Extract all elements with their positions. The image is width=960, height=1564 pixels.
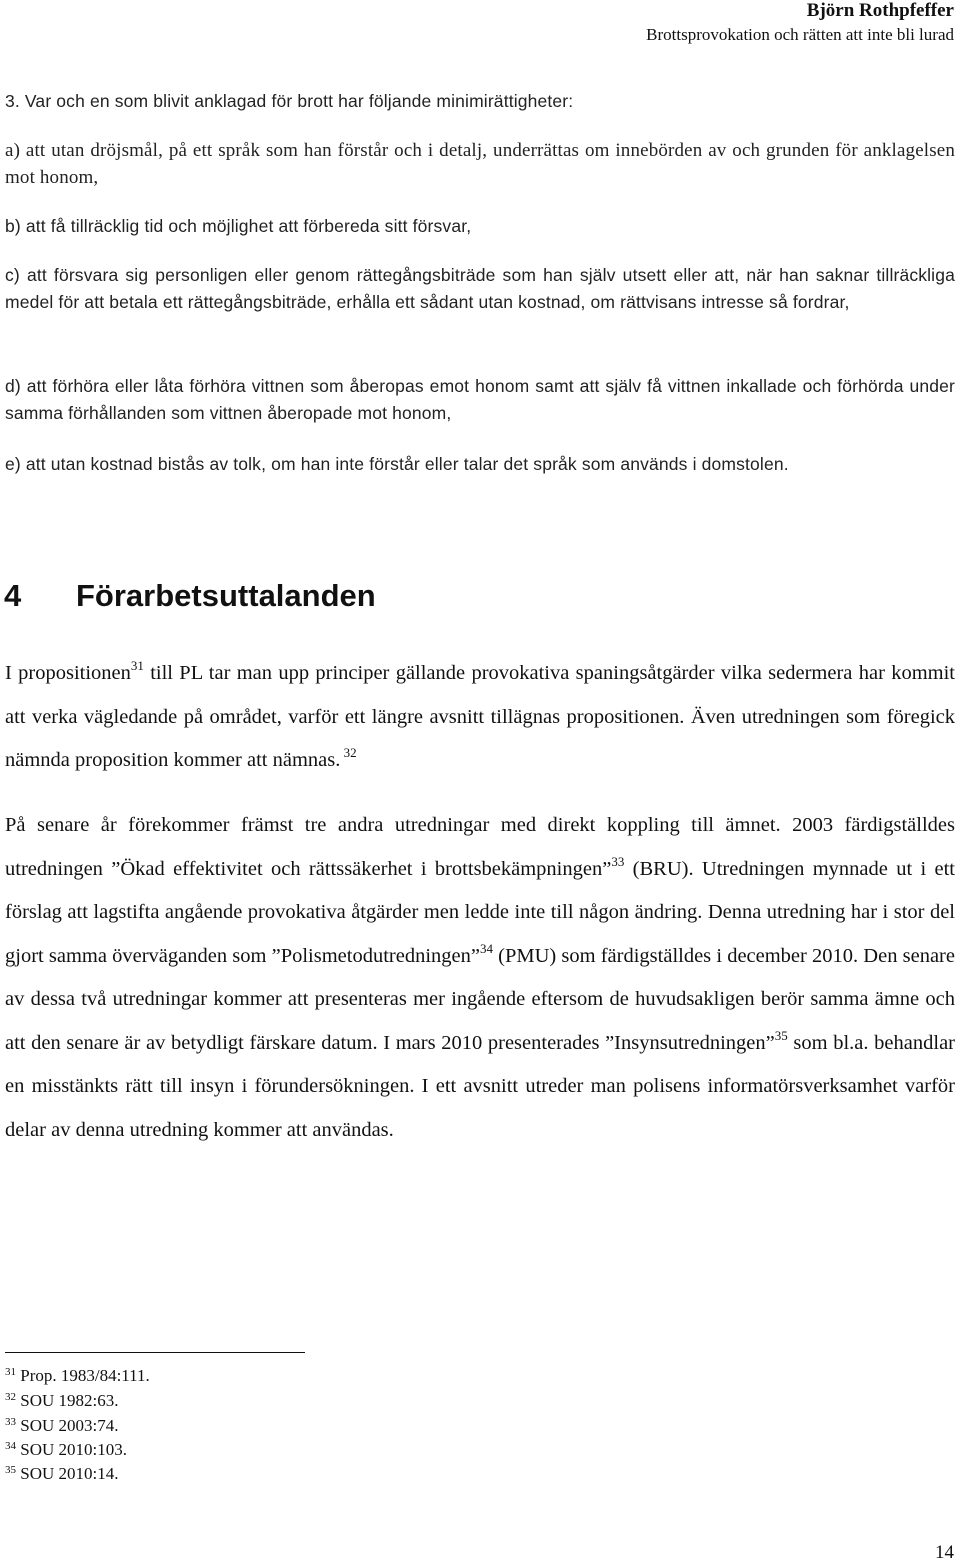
section-number: 4 xyxy=(4,578,22,613)
footnote-ref-31: 31 xyxy=(130,658,144,673)
section-title: Förarbetsuttalanden xyxy=(76,578,376,613)
header-subtitle: Brottsprovokation och rätten att inte bli lurad xyxy=(646,25,954,44)
footnote-num: 31 xyxy=(5,1366,16,1378)
paragraph-1-text-a: I propositionen xyxy=(5,662,131,684)
quote-item-e: e) att utan kostnad bistås av tolk, om han inte förstår eller talar det språk som används i domstolen. xyxy=(5,454,789,474)
footnote-text: SOU 2010:14. xyxy=(16,1464,119,1483)
footnote-31 xyxy=(5,1365,150,1387)
footnote-separator xyxy=(5,1352,305,1353)
header-author: Björn Rothpfeffer xyxy=(806,0,954,21)
footnote-33 xyxy=(5,1415,118,1437)
quote-item-d: d) att förhöra eller låta förhöra vittnen som åberopas emot honom samt att själv få vittnen inkallade och förhörda under samma förhållanden som vittnen åberopade mot honom, xyxy=(5,376,955,423)
paragraph-2 xyxy=(5,804,955,1152)
quote-intro: 3. Var och en som blivit anklagad för brott har följande minimirättigheter: xyxy=(5,91,574,111)
page-number: 14 xyxy=(935,1542,954,1563)
paragraph-1 xyxy=(5,652,955,783)
paragraph-1-text-b: till PL tar man upp principer gällande provokativa spaningsåtgärder vilka sedermera har kommit att verka vägledande på området, varför ett längre avsnitt tillägnas propositionen. Även utredningen som föregick nämnda proposition kommer att nämnas. xyxy=(5,662,955,771)
footnote-ref-35: 35 xyxy=(774,1027,788,1043)
footnote-text: SOU 2010:103. xyxy=(16,1440,127,1459)
footnote-text: Prop. 1983/84:111. xyxy=(16,1366,150,1385)
footnote-ref-34: 34 xyxy=(479,940,493,956)
footnote-32 xyxy=(5,1390,118,1412)
footnote-ref-33: 33 xyxy=(611,853,625,869)
paragraph-2-text-c: (PMU) som färdigställdes i december 2010. Den senare av dessa två utredningar kommer att presenteras mer ingående eftersom de huvudsakligen berör samma ämne och att den senare är av betydligt färskare datum. I mars 2010 presenterades ”Insynsutredningen” xyxy=(5,944,955,1054)
footnote-35 xyxy=(5,1463,118,1485)
footnote-34 xyxy=(5,1439,127,1461)
footnote-text: SOU 2003:74. xyxy=(16,1416,119,1435)
paragraph-2-text-b: (BRU). Utredningen mynnade ut i ett förslag att lagstifta angående provokativa åtgärder men ledde inte till någon ändring. Denna utredning har i stor del gjort samma överväganden som ”Polismetodutredningen” xyxy=(5,857,955,967)
section-heading xyxy=(4,578,376,614)
footnote-num: 35 xyxy=(5,1464,16,1476)
paragraph-2-text-d: som bl.a. behandlar en misstänkts rätt till insyn i förundersökningen. I ett avsnitt utreder man polisens informatörsverksamhet varför delar av denna utredning kommer att användas. xyxy=(5,1031,955,1141)
footnote-num: 34 xyxy=(5,1440,16,1452)
quote-item-b: b) att få tillräcklig tid och möjlighet att förbereda sitt försvar, xyxy=(5,216,472,236)
footnote-num: 33 xyxy=(5,1416,16,1428)
footnote-text: SOU 1982:63. xyxy=(16,1391,119,1410)
footnote-num: 32 xyxy=(5,1391,16,1403)
paragraph-2-text-a: På senare år förekommer främst tre andra utredningar med direkt koppling till ämnet. 2003 färdigställdes utredningen ”Ökad effektivitet och rättssäkerhet i brottsbekämpningen” xyxy=(5,814,955,880)
quote-item-c: c) att försvara sig personligen eller genom rättegångsbiträde som han själv utsett eller att, när han saknar tillräckliga medel för att betala ett rättegångsbiträde, erhålla ett sådant utan kostnad, om rättvisans intresse så fordrar, xyxy=(5,265,955,312)
quote-item-a: a) att utan dröjsmål, på ett språk som han förstår och i detalj, underrättas om innebörden av och grunden för anklagelsen mot honom, xyxy=(5,140,955,188)
footnote-ref-32: 32 xyxy=(340,745,357,760)
